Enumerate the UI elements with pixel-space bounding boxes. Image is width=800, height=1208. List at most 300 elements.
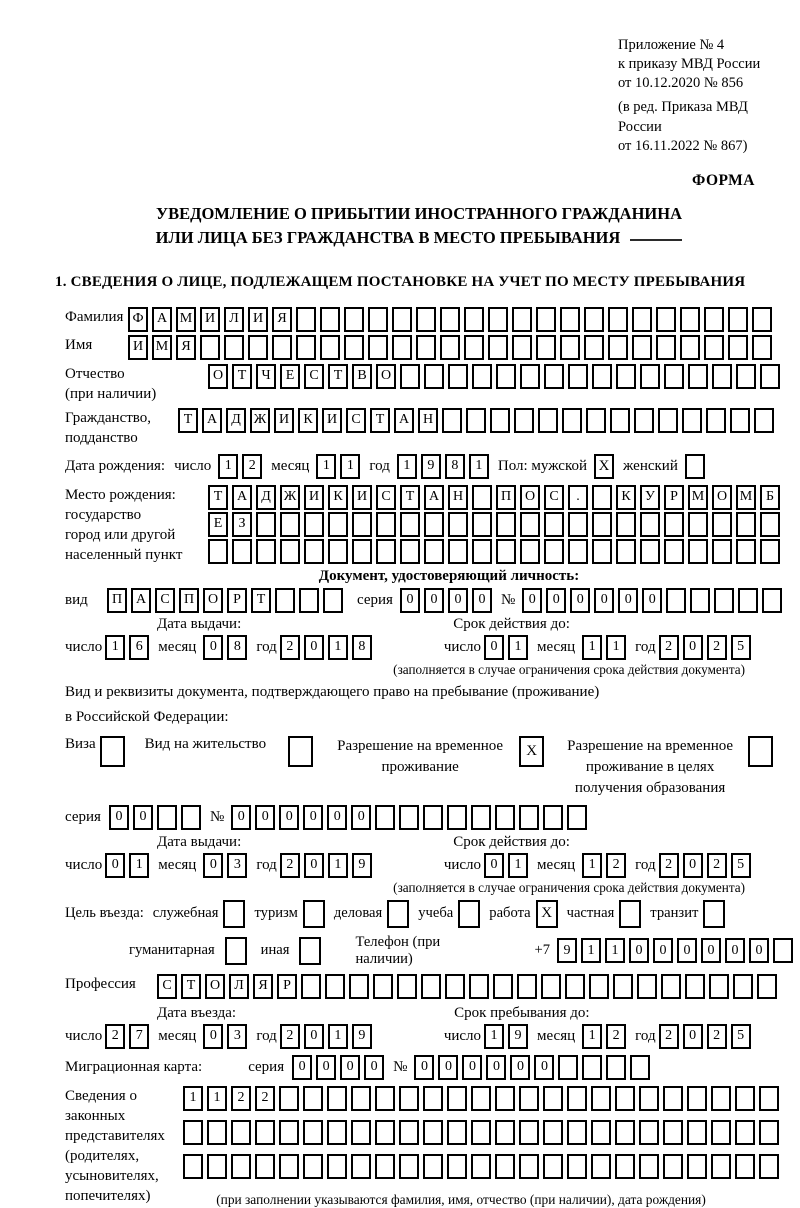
- char-cell[interactable]: 0: [327, 805, 347, 830]
- char-cell[interactable]: [760, 364, 780, 389]
- char-cell[interactable]: [448, 512, 468, 537]
- char-cell[interactable]: [400, 364, 420, 389]
- char-cell[interactable]: [445, 974, 465, 999]
- char-cell[interactable]: [469, 974, 489, 999]
- birthplace-boxes-3[interactable]: [208, 539, 780, 564]
- char-cell[interactable]: Б: [760, 485, 780, 510]
- char-cell[interactable]: [399, 1120, 419, 1145]
- char-cell[interactable]: [303, 1154, 323, 1179]
- char-cell[interactable]: [639, 1120, 659, 1145]
- char-cell[interactable]: [495, 805, 515, 830]
- char-cell[interactable]: О: [208, 364, 228, 389]
- char-cell[interactable]: 0: [484, 635, 504, 660]
- entry-day-boxes[interactable]: [105, 1024, 149, 1049]
- char-cell[interactable]: [536, 335, 556, 360]
- char-cell[interactable]: Я: [176, 335, 196, 360]
- surname-boxes[interactable]: [128, 307, 772, 332]
- char-cell[interactable]: [423, 1120, 443, 1145]
- char-cell[interactable]: [543, 1120, 563, 1145]
- char-cell[interactable]: 9: [352, 1024, 372, 1049]
- char-cell[interactable]: Е: [208, 512, 228, 537]
- char-cell[interactable]: 0: [522, 588, 542, 613]
- char-cell[interactable]: Ж: [250, 408, 270, 433]
- char-cell[interactable]: [706, 408, 726, 433]
- char-cell[interactable]: [736, 512, 756, 537]
- char-cell[interactable]: [208, 539, 228, 564]
- char-cell[interactable]: [760, 539, 780, 564]
- char-cell[interactable]: [472, 364, 492, 389]
- char-cell[interactable]: 0: [133, 805, 153, 830]
- purpose-tourism-checkbox[interactable]: [303, 900, 325, 928]
- char-cell[interactable]: [352, 539, 372, 564]
- char-cell[interactable]: [560, 335, 580, 360]
- reps-boxes-2[interactable]: [183, 1120, 779, 1145]
- char-cell[interactable]: П: [107, 588, 127, 613]
- char-cell[interactable]: [760, 512, 780, 537]
- char-cell[interactable]: 8: [445, 454, 465, 479]
- char-cell[interactable]: [440, 335, 460, 360]
- doc-series-boxes[interactable]: [400, 588, 492, 613]
- char-cell[interactable]: .: [568, 485, 588, 510]
- char-cell[interactable]: И: [322, 408, 342, 433]
- char-cell[interactable]: 0: [304, 853, 324, 878]
- purpose-private-checkbox[interactable]: [619, 900, 641, 928]
- char-cell[interactable]: [640, 364, 660, 389]
- char-cell[interactable]: [608, 335, 628, 360]
- char-cell[interactable]: [231, 1120, 251, 1145]
- char-cell[interactable]: [711, 1086, 731, 1111]
- char-cell[interactable]: [565, 974, 585, 999]
- char-cell[interactable]: [279, 1154, 299, 1179]
- char-cell[interactable]: 0: [364, 1055, 384, 1080]
- char-cell[interactable]: [464, 335, 484, 360]
- char-cell[interactable]: [424, 364, 444, 389]
- char-cell[interactable]: [759, 1120, 779, 1145]
- char-cell[interactable]: 2: [231, 1086, 251, 1111]
- char-cell[interactable]: [591, 1086, 611, 1111]
- char-cell[interactable]: 1: [581, 938, 601, 963]
- char-cell[interactable]: [304, 512, 324, 537]
- char-cell[interactable]: [634, 408, 654, 433]
- char-cell[interactable]: [280, 539, 300, 564]
- char-cell[interactable]: 2: [707, 853, 727, 878]
- char-cell[interactable]: [351, 1120, 371, 1145]
- char-cell[interactable]: [351, 1086, 371, 1111]
- char-cell[interactable]: 1: [328, 635, 348, 660]
- char-cell[interactable]: А: [152, 307, 172, 332]
- char-cell[interactable]: М: [688, 485, 708, 510]
- char-cell[interactable]: [615, 1154, 635, 1179]
- char-cell[interactable]: Т: [328, 364, 348, 389]
- char-cell[interactable]: [586, 408, 606, 433]
- char-cell[interactable]: [615, 1086, 635, 1111]
- char-cell[interactable]: [520, 539, 540, 564]
- resid-issue-day-boxes[interactable]: [105, 853, 149, 878]
- char-cell[interactable]: [400, 512, 420, 537]
- char-cell[interactable]: 0: [462, 1055, 482, 1080]
- char-cell[interactable]: А: [232, 485, 252, 510]
- char-cell[interactable]: П: [496, 485, 516, 510]
- char-cell[interactable]: 0: [351, 805, 371, 830]
- char-cell[interactable]: 1: [605, 938, 625, 963]
- char-cell[interactable]: [327, 1086, 347, 1111]
- char-cell[interactable]: [714, 588, 734, 613]
- visa-checkbox[interactable]: [100, 736, 125, 767]
- resid-valid-month-boxes[interactable]: [582, 853, 626, 878]
- char-cell[interactable]: [658, 408, 678, 433]
- purpose-work-checkbox[interactable]: X: [536, 900, 558, 928]
- char-cell[interactable]: 2: [606, 1024, 626, 1049]
- char-cell[interactable]: [471, 1086, 491, 1111]
- char-cell[interactable]: 2: [280, 853, 300, 878]
- char-cell[interactable]: 1: [340, 454, 360, 479]
- char-cell[interactable]: [299, 588, 319, 613]
- temp-residence-edu-checkbox[interactable]: [748, 736, 773, 767]
- char-cell[interactable]: 2: [707, 1024, 727, 1049]
- char-cell[interactable]: Т: [251, 588, 271, 613]
- char-cell[interactable]: М: [176, 307, 196, 332]
- char-cell[interactable]: 2: [242, 454, 262, 479]
- char-cell[interactable]: 0: [701, 938, 721, 963]
- char-cell[interactable]: Ж: [280, 485, 300, 510]
- char-cell[interactable]: [752, 335, 772, 360]
- id-valid-year-boxes[interactable]: [659, 635, 751, 660]
- char-cell[interactable]: [392, 307, 412, 332]
- char-cell[interactable]: [392, 335, 412, 360]
- char-cell[interactable]: 5: [731, 853, 751, 878]
- profession-boxes[interactable]: [157, 974, 777, 999]
- char-cell[interactable]: 0: [546, 588, 566, 613]
- char-cell[interactable]: [496, 539, 516, 564]
- doc-type-boxes[interactable]: [107, 588, 343, 613]
- char-cell[interactable]: [464, 307, 484, 332]
- char-cell[interactable]: 1: [582, 853, 602, 878]
- char-cell[interactable]: [296, 307, 316, 332]
- char-cell[interactable]: [544, 512, 564, 537]
- char-cell[interactable]: [567, 1086, 587, 1111]
- char-cell[interactable]: 0: [629, 938, 649, 963]
- char-cell[interactable]: [352, 512, 372, 537]
- char-cell[interactable]: 1: [328, 853, 348, 878]
- char-cell[interactable]: 1: [218, 454, 238, 479]
- char-cell[interactable]: [472, 485, 492, 510]
- char-cell[interactable]: 0: [255, 805, 275, 830]
- char-cell[interactable]: [344, 335, 364, 360]
- char-cell[interactable]: М: [736, 485, 756, 510]
- char-cell[interactable]: [323, 588, 343, 613]
- char-cell[interactable]: [496, 364, 516, 389]
- char-cell[interactable]: [421, 974, 441, 999]
- char-cell[interactable]: [663, 1154, 683, 1179]
- char-cell[interactable]: [296, 335, 316, 360]
- char-cell[interactable]: 9: [508, 1024, 528, 1049]
- char-cell[interactable]: С: [304, 364, 324, 389]
- id-issue-day-boxes[interactable]: [105, 635, 149, 660]
- char-cell[interactable]: [656, 335, 676, 360]
- char-cell[interactable]: 0: [472, 588, 492, 613]
- stay-year-boxes[interactable]: [659, 1024, 751, 1049]
- char-cell[interactable]: [773, 938, 793, 963]
- char-cell[interactable]: 8: [352, 635, 372, 660]
- char-cell[interactable]: [584, 307, 604, 332]
- char-cell[interactable]: [301, 974, 321, 999]
- char-cell[interactable]: Д: [256, 485, 276, 510]
- char-cell[interactable]: И: [274, 408, 294, 433]
- char-cell[interactable]: [490, 408, 510, 433]
- char-cell[interactable]: [400, 539, 420, 564]
- char-cell[interactable]: [514, 408, 534, 433]
- char-cell[interactable]: С: [157, 974, 177, 999]
- char-cell[interactable]: З: [232, 512, 252, 537]
- char-cell[interactable]: [712, 512, 732, 537]
- doc-number-boxes[interactable]: [522, 588, 782, 613]
- char-cell[interactable]: 0: [677, 938, 697, 963]
- purpose-transit-checkbox[interactable]: [703, 900, 725, 928]
- char-cell[interactable]: [303, 1120, 323, 1145]
- char-cell[interactable]: 7: [129, 1024, 149, 1049]
- char-cell[interactable]: [351, 1154, 371, 1179]
- char-cell[interactable]: А: [424, 485, 444, 510]
- char-cell[interactable]: Я: [253, 974, 273, 999]
- char-cell[interactable]: [738, 588, 758, 613]
- id-issue-month-boxes[interactable]: [203, 635, 247, 660]
- char-cell[interactable]: 2: [659, 853, 679, 878]
- char-cell[interactable]: [328, 512, 348, 537]
- char-cell[interactable]: [447, 1086, 467, 1111]
- birth-year-boxes[interactable]: [397, 454, 489, 479]
- temp-residence-checkbox[interactable]: X: [519, 736, 544, 767]
- char-cell[interactable]: 1: [606, 635, 626, 660]
- char-cell[interactable]: 1: [582, 635, 602, 660]
- purpose-official-checkbox[interactable]: [223, 900, 245, 928]
- char-cell[interactable]: 0: [316, 1055, 336, 1080]
- char-cell[interactable]: 3: [227, 853, 247, 878]
- char-cell[interactable]: [183, 1154, 203, 1179]
- char-cell[interactable]: 0: [683, 635, 703, 660]
- char-cell[interactable]: [759, 1154, 779, 1179]
- char-cell[interactable]: Т: [181, 974, 201, 999]
- char-cell[interactable]: 1: [582, 1024, 602, 1049]
- char-cell[interactable]: [680, 307, 700, 332]
- resid-issue-year-boxes[interactable]: [280, 853, 372, 878]
- char-cell[interactable]: [584, 335, 604, 360]
- char-cell[interactable]: [733, 974, 753, 999]
- char-cell[interactable]: [663, 1120, 683, 1145]
- char-cell[interactable]: [275, 588, 295, 613]
- char-cell[interactable]: [735, 1086, 755, 1111]
- char-cell[interactable]: [495, 1086, 515, 1111]
- char-cell[interactable]: [280, 512, 300, 537]
- char-cell[interactable]: [448, 364, 468, 389]
- char-cell[interactable]: [606, 1055, 626, 1080]
- char-cell[interactable]: [325, 974, 345, 999]
- char-cell[interactable]: [687, 1120, 707, 1145]
- char-cell[interactable]: [685, 974, 705, 999]
- char-cell[interactable]: [567, 1120, 587, 1145]
- char-cell[interactable]: [181, 805, 201, 830]
- char-cell[interactable]: 0: [303, 805, 323, 830]
- char-cell[interactable]: [200, 335, 220, 360]
- char-cell[interactable]: [536, 307, 556, 332]
- char-cell[interactable]: [591, 1154, 611, 1179]
- char-cell[interactable]: [567, 1154, 587, 1179]
- purpose-study-checkbox[interactable]: [458, 900, 480, 928]
- char-cell[interactable]: [472, 512, 492, 537]
- char-cell[interactable]: [538, 408, 558, 433]
- char-cell[interactable]: 0: [438, 1055, 458, 1080]
- char-cell[interactable]: [712, 364, 732, 389]
- id-issue-year-boxes[interactable]: [280, 635, 372, 660]
- char-cell[interactable]: [272, 335, 292, 360]
- char-cell[interactable]: [544, 364, 564, 389]
- char-cell[interactable]: 8: [227, 635, 247, 660]
- char-cell[interactable]: [471, 805, 491, 830]
- char-cell[interactable]: А: [394, 408, 414, 433]
- char-cell[interactable]: [397, 974, 417, 999]
- char-cell[interactable]: [304, 539, 324, 564]
- char-cell[interactable]: [376, 512, 396, 537]
- char-cell[interactable]: [320, 335, 340, 360]
- char-cell[interactable]: Е: [280, 364, 300, 389]
- char-cell[interactable]: 0: [203, 1024, 223, 1049]
- resid-issue-month-boxes[interactable]: [203, 853, 247, 878]
- char-cell[interactable]: [375, 1154, 395, 1179]
- char-cell[interactable]: [656, 307, 676, 332]
- char-cell[interactable]: [423, 805, 443, 830]
- char-cell[interactable]: 0: [594, 588, 614, 613]
- char-cell[interactable]: С: [346, 408, 366, 433]
- char-cell[interactable]: 9: [421, 454, 441, 479]
- phone-boxes[interactable]: [557, 938, 793, 963]
- id-valid-month-boxes[interactable]: [582, 635, 626, 660]
- char-cell[interactable]: 0: [653, 938, 673, 963]
- char-cell[interactable]: Я: [272, 307, 292, 332]
- char-cell[interactable]: 1: [484, 1024, 504, 1049]
- char-cell[interactable]: 0: [683, 853, 703, 878]
- char-cell[interactable]: [416, 307, 436, 332]
- char-cell[interactable]: [608, 307, 628, 332]
- char-cell[interactable]: [562, 408, 582, 433]
- char-cell[interactable]: [610, 408, 630, 433]
- char-cell[interactable]: [712, 539, 732, 564]
- char-cell[interactable]: 0: [400, 588, 420, 613]
- char-cell[interactable]: [231, 1154, 251, 1179]
- char-cell[interactable]: 0: [725, 938, 745, 963]
- char-cell[interactable]: [639, 1086, 659, 1111]
- char-cell[interactable]: 1: [129, 853, 149, 878]
- purpose-other-checkbox[interactable]: [299, 937, 321, 965]
- char-cell[interactable]: [592, 485, 612, 510]
- char-cell[interactable]: 2: [280, 1024, 300, 1049]
- char-cell[interactable]: [442, 408, 462, 433]
- char-cell[interactable]: [279, 1120, 299, 1145]
- char-cell[interactable]: [471, 1154, 491, 1179]
- char-cell[interactable]: 1: [316, 454, 336, 479]
- char-cell[interactable]: 2: [606, 853, 626, 878]
- char-cell[interactable]: 0: [414, 1055, 434, 1080]
- char-cell[interactable]: 2: [659, 635, 679, 660]
- char-cell[interactable]: [664, 512, 684, 537]
- char-cell[interactable]: А: [131, 588, 151, 613]
- char-cell[interactable]: [375, 1120, 395, 1145]
- char-cell[interactable]: [303, 1086, 323, 1111]
- char-cell[interactable]: 1: [397, 454, 417, 479]
- char-cell[interactable]: 1: [207, 1086, 227, 1111]
- char-cell[interactable]: [368, 307, 388, 332]
- char-cell[interactable]: М: [152, 335, 172, 360]
- char-cell[interactable]: [736, 539, 756, 564]
- char-cell[interactable]: [688, 539, 708, 564]
- char-cell[interactable]: [637, 974, 657, 999]
- char-cell[interactable]: К: [616, 485, 636, 510]
- char-cell[interactable]: В: [352, 364, 372, 389]
- mig-series-boxes[interactable]: [292, 1055, 384, 1080]
- resid-number-boxes[interactable]: [231, 805, 587, 830]
- char-cell[interactable]: И: [352, 485, 372, 510]
- char-cell[interactable]: [704, 307, 724, 332]
- char-cell[interactable]: 0: [203, 635, 223, 660]
- char-cell[interactable]: [568, 539, 588, 564]
- char-cell[interactable]: [256, 539, 276, 564]
- char-cell[interactable]: [757, 974, 777, 999]
- char-cell[interactable]: [759, 1086, 779, 1111]
- char-cell[interactable]: [666, 588, 686, 613]
- char-cell[interactable]: С: [376, 485, 396, 510]
- reps-boxes-3[interactable]: [183, 1154, 779, 1179]
- char-cell[interactable]: [541, 974, 561, 999]
- char-cell[interactable]: [728, 335, 748, 360]
- char-cell[interactable]: [232, 539, 252, 564]
- char-cell[interactable]: 0: [340, 1055, 360, 1080]
- char-cell[interactable]: [472, 539, 492, 564]
- char-cell[interactable]: [616, 364, 636, 389]
- char-cell[interactable]: [752, 307, 772, 332]
- char-cell[interactable]: [488, 307, 508, 332]
- char-cell[interactable]: О: [205, 974, 225, 999]
- char-cell[interactable]: 1: [183, 1086, 203, 1111]
- entry-month-boxes[interactable]: [203, 1024, 247, 1049]
- char-cell[interactable]: [728, 307, 748, 332]
- char-cell[interactable]: 1: [508, 853, 528, 878]
- char-cell[interactable]: Р: [227, 588, 247, 613]
- char-cell[interactable]: 2: [280, 635, 300, 660]
- char-cell[interactable]: [255, 1154, 275, 1179]
- char-cell[interactable]: [375, 1086, 395, 1111]
- char-cell[interactable]: Н: [418, 408, 438, 433]
- char-cell[interactable]: [327, 1154, 347, 1179]
- char-cell[interactable]: 1: [328, 1024, 348, 1049]
- char-cell[interactable]: [248, 335, 268, 360]
- char-cell[interactable]: О: [203, 588, 223, 613]
- char-cell[interactable]: [512, 307, 532, 332]
- char-cell[interactable]: [495, 1120, 515, 1145]
- char-cell[interactable]: П: [179, 588, 199, 613]
- char-cell[interactable]: Р: [277, 974, 297, 999]
- char-cell[interactable]: [582, 1055, 602, 1080]
- birthplace-boxes-2[interactable]: [208, 512, 780, 537]
- char-cell[interactable]: [688, 364, 708, 389]
- char-cell[interactable]: 0: [749, 938, 769, 963]
- birth-day-boxes[interactable]: [218, 454, 262, 479]
- char-cell[interactable]: 6: [129, 635, 149, 660]
- id-valid-day-boxes[interactable]: [484, 635, 528, 660]
- purpose-humanitarian-checkbox[interactable]: [225, 937, 247, 965]
- char-cell[interactable]: [690, 588, 710, 613]
- char-cell[interactable]: [736, 364, 756, 389]
- char-cell[interactable]: 2: [707, 635, 727, 660]
- char-cell[interactable]: [495, 1154, 515, 1179]
- char-cell[interactable]: Т: [232, 364, 252, 389]
